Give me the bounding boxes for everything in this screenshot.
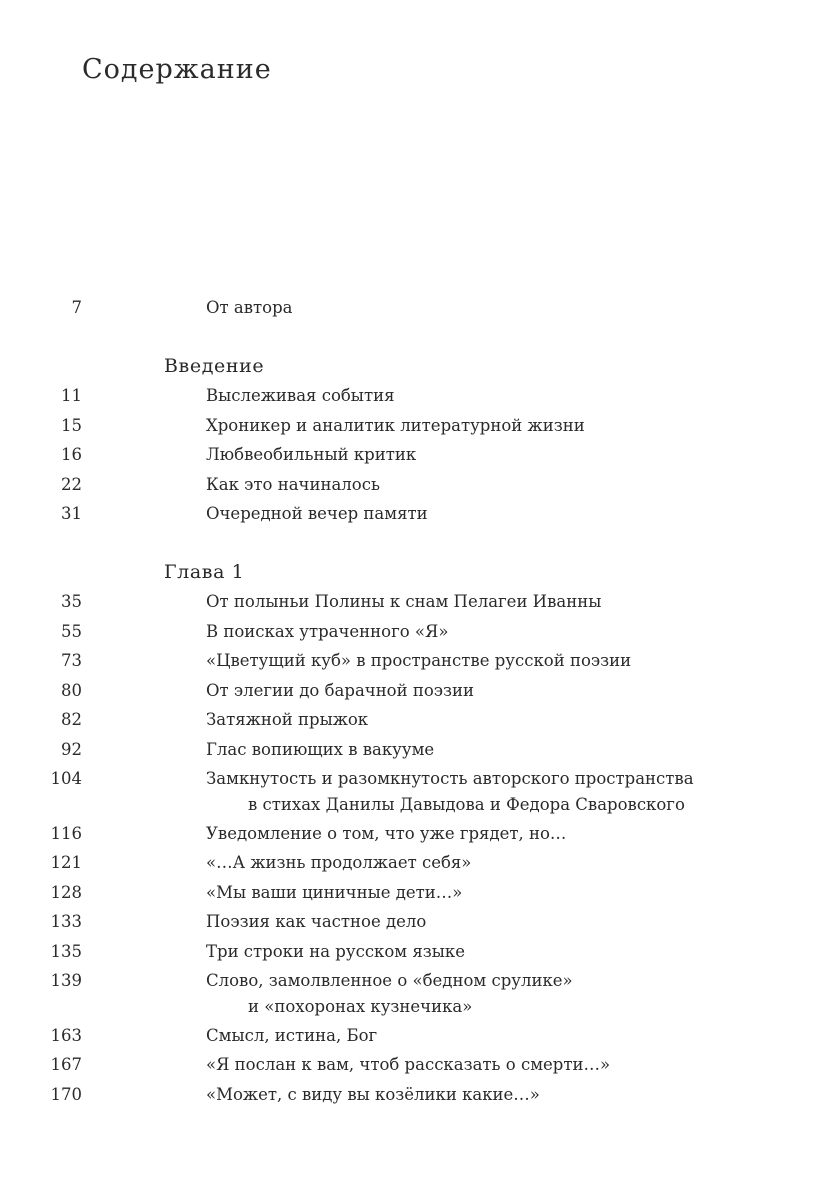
toc-entry-title: Глас вопиющих в вакууме <box>206 739 435 759</box>
toc-page-number: 135 <box>50 941 82 961</box>
toc-entry-title: Уведомление о том, что уже грядет, но… <box>206 823 567 843</box>
toc-page-number: 35 <box>61 592 82 611</box>
toc-page-number: 16 <box>61 445 82 464</box>
toc-page-number: 11 <box>61 386 82 405</box>
toc-entry-title: Затяжной прыжок <box>206 710 369 729</box>
toc-entry <box>0 937 825 967</box>
toc-entry-title: Три строки на русском языке <box>206 941 466 961</box>
toc-page-number: 128 <box>50 882 82 902</box>
section-heading-label: Глава 1 <box>164 560 245 583</box>
section-heading-label: Введение <box>164 354 265 377</box>
toc-page-number: 133 <box>50 912 82 931</box>
toc-entry-title: «…А жизнь продолжает себя» <box>206 853 472 872</box>
toc-page-number: 55 <box>61 621 82 641</box>
section-heading <box>0 352 825 382</box>
toc-entry <box>0 735 825 765</box>
toc-entry <box>0 411 825 441</box>
toc-entry-title: «Я послан к вам, чтоб рассказать о смерти…» <box>206 1055 611 1074</box>
toc-entry-title-continuation: в стихах Данилы Давыдова и Федора Сваровского <box>248 794 685 814</box>
toc-entry <box>0 1021 825 1051</box>
toc-entry-title: Любвеобильный критик <box>206 445 417 464</box>
toc-entry <box>0 646 825 676</box>
toc-entry-title-continuation: и «похоронах кузнечика» <box>248 996 473 1016</box>
table-of-contents <box>0 293 825 1109</box>
toc-entry <box>0 705 825 735</box>
toc-entry <box>0 764 825 819</box>
toc-page-number: 22 <box>61 474 82 494</box>
toc-entry <box>0 470 825 500</box>
toc-page-number: 104 <box>50 769 82 788</box>
toc-entry-title <box>206 968 766 1019</box>
toc-entry-title: «Цветущий куб» в пространстве русской поэзии <box>206 651 632 670</box>
toc-page-number: 139 <box>50 971 82 990</box>
section-heading <box>0 558 825 588</box>
toc-entry <box>0 617 825 647</box>
toc-entry-title: Хроникер и аналитик литературной жизни <box>206 415 585 435</box>
toc-page-number: 116 <box>50 823 82 843</box>
toc-entry-title: «Может, с виду вы козёлики какие…» <box>206 1084 540 1104</box>
toc-entry <box>0 587 825 617</box>
toc-entry <box>0 1050 825 1080</box>
toc-entry <box>0 440 825 470</box>
toc-entry <box>0 1080 825 1110</box>
toc-entry <box>0 293 825 323</box>
toc-page-number: 121 <box>50 853 82 872</box>
toc-page-number: 15 <box>61 415 82 435</box>
toc-page-number: 163 <box>50 1025 82 1045</box>
toc-entry-title-line: Слово, замолвленное о «бедном срулике» <box>206 971 573 990</box>
page-title: Содержание <box>82 54 272 85</box>
toc-entry-title: От элегии до барачной поэзии <box>206 680 475 700</box>
toc-entry <box>0 878 825 908</box>
toc-entry-title <box>206 766 766 817</box>
toc-entry <box>0 848 825 878</box>
toc-entry-title: «Мы ваши циничные дети…» <box>206 882 463 902</box>
toc-page-number: 7 <box>71 298 82 317</box>
toc-entry-title: Выслеживая события <box>206 386 395 405</box>
toc-entry <box>0 676 825 706</box>
toc-entry <box>0 966 825 1021</box>
toc-page-number: 31 <box>61 504 82 523</box>
toc-page-number: 170 <box>50 1084 82 1104</box>
toc-entry-title: Как это начиналось <box>206 474 380 494</box>
toc-entry <box>0 907 825 937</box>
toc-entry-title: В поисках утраченного «Я» <box>206 621 449 641</box>
toc-entry-title: Поэзия как частное дело <box>206 912 427 931</box>
toc-page-number: 92 <box>61 739 82 759</box>
toc-entry <box>0 819 825 849</box>
toc-entry <box>0 499 825 529</box>
toc-entry-title: Очередной вечер памяти <box>206 504 428 523</box>
toc-entry-title: От полыньи Полины к снам Пелагеи Иванны <box>206 592 602 611</box>
toc-entry-title: Смысл, истина, Бог <box>206 1025 378 1045</box>
toc-entry <box>0 381 825 411</box>
toc-page-number: 80 <box>61 680 82 700</box>
toc-page-number: 73 <box>61 651 82 670</box>
toc-entry-title-line: Замкнутость и разомкнутость авторского пространства <box>206 769 694 788</box>
toc-page-number: 82 <box>61 710 82 729</box>
toc-page-number: 167 <box>50 1055 82 1074</box>
toc-entry-title: От автора <box>206 298 293 317</box>
